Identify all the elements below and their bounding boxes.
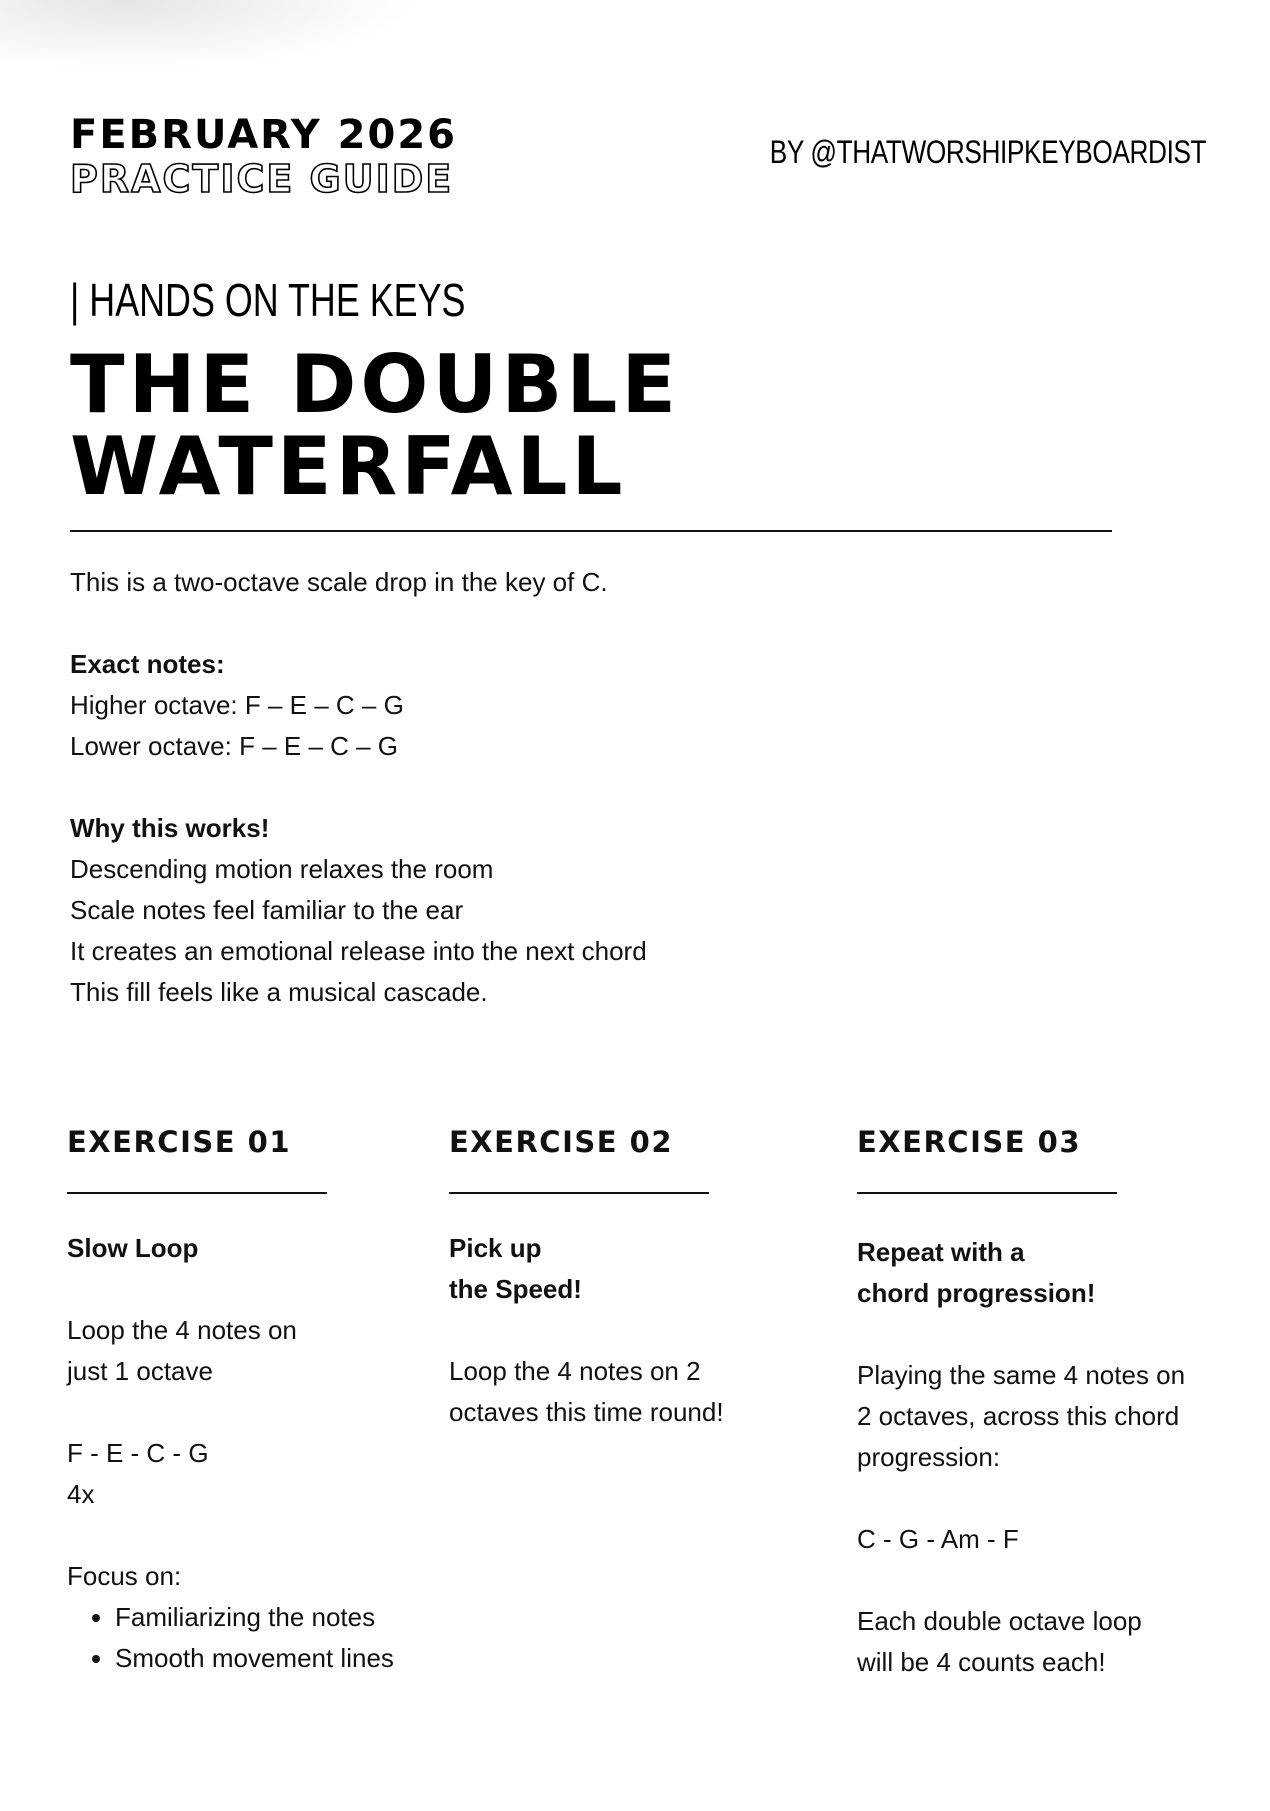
notes-heading: Exact notes: (70, 649, 225, 679)
why-line: It creates an emotional release into the next chord (70, 936, 647, 966)
note-line: Higher octave: F – E – C – G (70, 690, 404, 720)
exercise-subtitle-line: the Speed! (449, 1274, 582, 1304)
exercise-title: EXERCISE 02 (449, 1125, 674, 1159)
exercise-subtitle (67, 1228, 427, 1269)
exercise-02 (449, 1122, 809, 1433)
exercise-title: EXERCISE 03 (857, 1125, 1082, 1159)
exercise-body (67, 1269, 427, 1679)
exercise-body-line: progression: (857, 1442, 1001, 1472)
page-title (70, 338, 680, 513)
exercise-body-line: Loop the 4 notes on (67, 1315, 297, 1345)
exercise-subtitle (857, 1232, 1237, 1314)
why-heading: Why this works! (70, 813, 270, 843)
exercise-title: EXERCISE 01 (67, 1125, 292, 1159)
repeat-count: 4x (67, 1479, 95, 1509)
exercise-body-line: 2 octaves, across this chord (857, 1401, 1180, 1431)
title-divider (70, 530, 1112, 532)
section-tag: | HANDS ON THE KEYS (70, 274, 466, 326)
exercise-divider (449, 1192, 709, 1194)
note-pattern: F - E - C - G (67, 1438, 209, 1468)
exercise-closing-line: will be 4 counts each! (857, 1647, 1106, 1677)
intro-description: This is a two-octave scale drop in the key of C. (70, 567, 608, 597)
exercise-divider (67, 1192, 327, 1194)
exercise-divider (857, 1192, 1117, 1194)
exercise-01 (67, 1122, 427, 1679)
exercise-subtitle-line: Pick up (449, 1233, 542, 1263)
exercise-body-line: Playing the same 4 notes on (857, 1360, 1186, 1390)
focus-list (67, 1597, 427, 1679)
focus-heading: Focus on: (67, 1561, 182, 1591)
note-line: Lower octave: F – E – C – G (70, 731, 399, 761)
exercise-body-line: just 1 octave (67, 1356, 213, 1386)
exercise-body (857, 1314, 1237, 1683)
exercise-body-line: octaves this time round! (449, 1397, 724, 1427)
title-line-1: THE DOUBLE (70, 338, 680, 431)
intro-section (70, 562, 1070, 1013)
header-author: BY @THATWORSHIPKEYBOARDIST (769, 134, 1206, 170)
header-month: FEBRUARY 2026 (70, 112, 457, 158)
header-guide-title: PRACTICE GUIDE (70, 157, 454, 201)
exercise-subtitle-line: Repeat with a (857, 1237, 1025, 1267)
exercise-body-line: Loop the 4 notes on 2 (449, 1356, 701, 1386)
why-line: Scale notes feel familiar to the ear (70, 895, 464, 925)
page-shadow (0, 0, 420, 70)
exercise-body (449, 1310, 809, 1433)
why-line: This fill feels like a musical cascade. (70, 977, 488, 1007)
exercise-closing-line: Each double octave loop (857, 1606, 1142, 1636)
chord-progression: C - G - Am - F (857, 1524, 1019, 1554)
focus-item: • Smooth movement lines (115, 1638, 427, 1679)
exercise-subtitle (449, 1228, 809, 1310)
exercise-03 (857, 1122, 1237, 1683)
focus-item: • Familiarizing the notes (115, 1597, 427, 1638)
exercise-subtitle-line: Slow Loop (67, 1233, 199, 1263)
exercise-subtitle-line: chord progression! (857, 1278, 1096, 1308)
title-line-2: WATERFALL (70, 420, 627, 513)
why-line: Descending motion relaxes the room (70, 854, 494, 884)
